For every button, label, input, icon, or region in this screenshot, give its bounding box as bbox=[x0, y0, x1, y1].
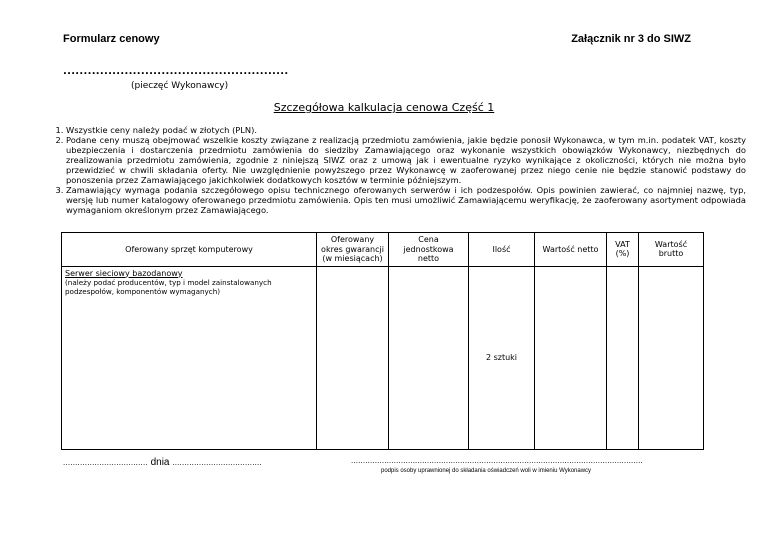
date-word: dnia bbox=[150, 457, 170, 468]
table-header-row bbox=[62, 233, 704, 267]
page-title: Szczegółowa kalkulacja cenowa Część 1 bbox=[273, 101, 495, 114]
column-header-unit-price: Cena jednostkowa netto bbox=[389, 233, 469, 267]
date-dotted-field[interactable]: ..................................... bbox=[172, 458, 262, 467]
cell-gross-value[interactable] bbox=[639, 266, 704, 449]
date-line bbox=[63, 457, 262, 468]
column-header-equipment: Oferowany sprzęt komputerowy bbox=[62, 233, 317, 267]
place-dotted-field[interactable]: ................................... bbox=[63, 458, 148, 467]
cell-equipment[interactable] bbox=[62, 266, 317, 449]
column-header-net-value: Wartość netto bbox=[535, 233, 607, 267]
cell-warranty[interactable] bbox=[317, 266, 389, 449]
cell-unit-price[interactable] bbox=[389, 266, 469, 449]
column-header-gross-value: Wartość brutto bbox=[639, 233, 704, 267]
notes-list bbox=[46, 125, 746, 215]
attachment-label: Załącznik nr 3 do SIWZ bbox=[571, 33, 691, 45]
cell-net-value[interactable] bbox=[535, 266, 607, 449]
note-item: 1. Wszystkie ceny należy podać w złotych (PLN). bbox=[66, 125, 746, 135]
stamp-dotted-line: ....................................................... bbox=[63, 66, 289, 77]
signature-caption: podpis osoby uprawnionej do składania oświadczeń woli w imieniu Wykonawcy bbox=[381, 468, 592, 474]
column-header-vat: VAT (%) bbox=[607, 233, 639, 267]
column-header-quantity: Ilość bbox=[469, 233, 535, 267]
signature-dotted-field[interactable]: ........................................................................................................................... bbox=[351, 456, 643, 465]
note-item: 3. Zamawiający wymaga podania szczegółowego opisu technicznego oferowanych serwerów i ich podzespołów. Opis powinien zawierać, co najmniej nazwę, typ, wersję lub numer katalogowy oferowanego przedmiotu zamówienia. Opis ten musi umożliwić Zamawiającemu weryfikację, że zaoferowany asortyment odpowiada wymaganiom określonym przez Zamawiającego. bbox=[66, 185, 746, 215]
stamp-label: (pieczęć Wykonawcy) bbox=[131, 81, 229, 91]
column-header-warranty: Oferowany okres gwarancji (w miesiącach) bbox=[317, 233, 389, 267]
price-table bbox=[61, 232, 704, 450]
table-row bbox=[62, 266, 704, 449]
cell-vat[interactable] bbox=[607, 266, 639, 449]
note-item: 2. Podane ceny muszą obejmować wszelkie koszty związane z realizacją przedmiotu zamówienia, jakie będzie ponosił Wykonawca, w tym m.in. podatek VAT, koszty ubezpieczenia i dostarczenia przedmiotu zamówienia do siedziby Zamawiającego oraz wykonanie wszystkich obowiązków Wykonawcy, niezbędnych do zrealizowania przedmiotu zamówienia, zgodnie z niniejszą SIWZ oraz z umową jak i ewentualne ryzyko wynikające z okoliczności, których nie można było przewidzieć w chwili składania oferty. Nie uwzględnienie powyższego przez Wykonawcę w zaoferowanej przez niego cenie nie będzie stanowić podstawy do ponoszenia przez Zamawiającego jakichkolwiek dodatkowych kosztów w terminie późniejszym. bbox=[66, 135, 746, 185]
form-title: Formularz cenowy bbox=[63, 33, 160, 45]
item-name: Serwer sieciowy bazodanowy bbox=[65, 268, 183, 278]
item-description: (należy podać producentów, typ i model zainstalowanych podzespołów, komponentów wymaganych) bbox=[65, 277, 272, 296]
cell-quantity: 2 sztuki bbox=[469, 266, 535, 449]
